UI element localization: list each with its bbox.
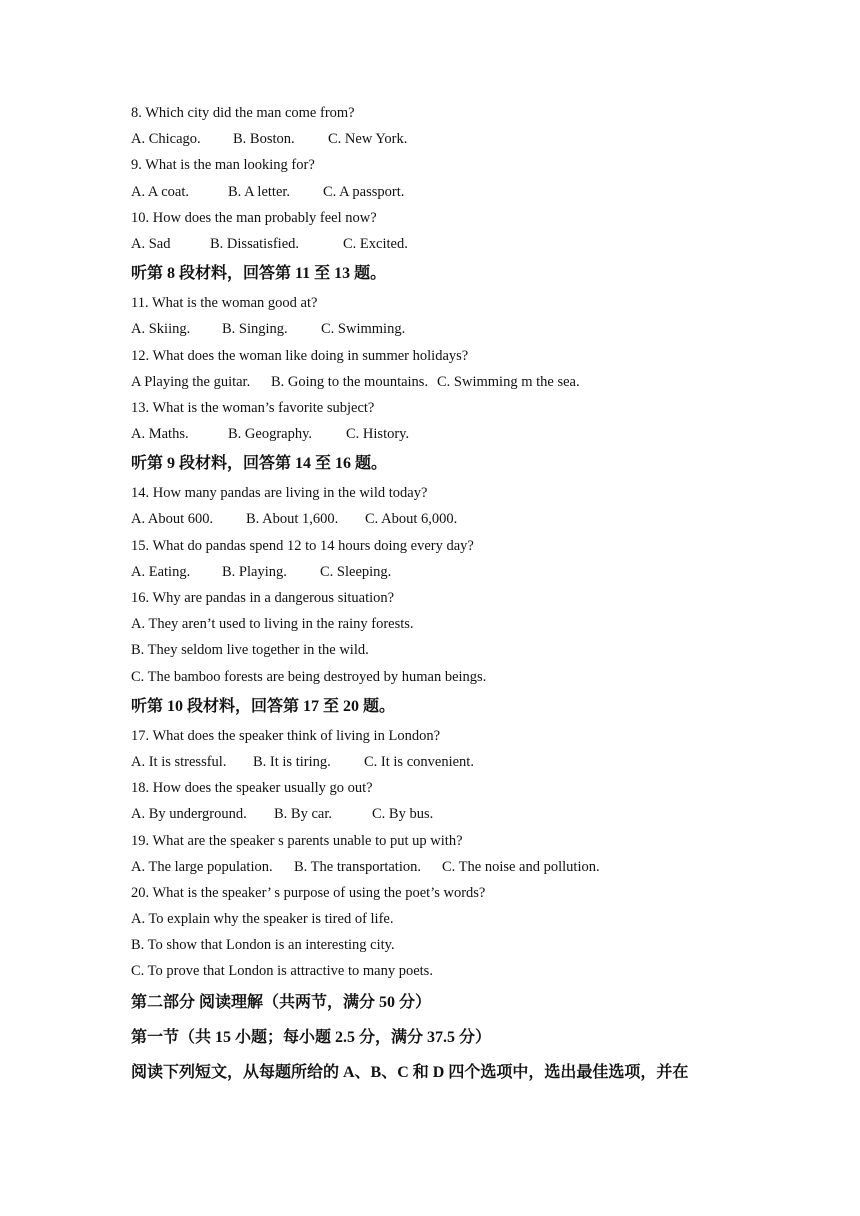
question-12-options xyxy=(131,369,771,395)
option-b: B. A letter. xyxy=(228,183,291,200)
exam-content xyxy=(131,100,771,1090)
option-c: C. It is convenient. xyxy=(364,753,474,770)
option-c: C. New York. xyxy=(328,131,408,148)
option-b: B. Singing. xyxy=(222,321,288,338)
option-b: B. Geography. xyxy=(228,426,313,443)
option-a: A. Maths. xyxy=(131,426,189,443)
option-a: A. Chicago. xyxy=(131,131,201,148)
option-c: C. Sleeping. xyxy=(320,563,392,580)
question-20-stem: 20. What is the speaker’ s purpose of using the poet’s words? xyxy=(131,884,486,901)
section-8-heading: 听第 8 段材料，回答第 11 至 13 题。 xyxy=(131,265,387,283)
option-c: C. Swimming. xyxy=(321,321,406,338)
question-16-option-b: B. They seldom live together in the wild. xyxy=(131,642,369,659)
option-c: C. Swimming m the sea. xyxy=(437,373,580,390)
question-8-options xyxy=(131,126,771,152)
option-a: A. Sad xyxy=(131,235,171,252)
option-c: C. The noise and pollution. xyxy=(442,858,600,875)
option-a: A. The large population. xyxy=(131,858,273,875)
option-a: A. By underground. xyxy=(131,806,247,823)
option-b: B. Boston. xyxy=(233,131,295,148)
question-19-stem: 19. What are the speaker s parents unable to put up with? xyxy=(131,832,463,849)
option-a: A. It is stressful. xyxy=(131,753,227,770)
question-9-options xyxy=(131,179,771,205)
option-c: C. History. xyxy=(346,426,410,443)
question-17-stem: 17. What does the speaker think of living in London? xyxy=(131,727,441,744)
question-10-stem: 10. How does the man probably feel now? xyxy=(131,209,377,226)
option-a: A. A coat. xyxy=(131,183,189,200)
question-11-options xyxy=(131,316,771,342)
section-9-heading: 听第 9 段材料，回答第 14 至 16 题。 xyxy=(131,455,388,473)
question-18-options xyxy=(131,801,771,827)
question-19-options xyxy=(131,854,771,880)
question-14-options xyxy=(131,506,771,532)
question-16-stem: 16. Why are pandas in a dangerous situation? xyxy=(131,590,395,606)
option-b: B. Dissatisfied. xyxy=(210,235,300,252)
question-20-option-b: B. To show that London is an interesting city. xyxy=(131,937,395,954)
option-c: C. By bus. xyxy=(372,806,434,823)
reading-instructions: 阅读下列短文，从每题所给的 A、B、C 和 D 四个选项中，选出最佳选项，并在 xyxy=(131,1063,689,1081)
option-c: C. A passport. xyxy=(323,183,405,200)
question-13-stem: 13. What is the woman’s favorite subject? xyxy=(131,399,375,416)
question-12-stem: 12. What does the woman like doing in summer holidays? xyxy=(131,347,469,364)
question-9-stem: 9. What is the man looking for? xyxy=(131,157,315,174)
section-10-heading: 听第 10 段材料，回答第 17 至 20 题。 xyxy=(131,697,396,715)
option-c: C. Excited. xyxy=(343,235,408,252)
option-b: B. By car. xyxy=(274,806,332,823)
part-2-heading: 第二部分 阅读理解（共两节，满分 50 分） xyxy=(131,993,432,1011)
question-13-options xyxy=(131,421,771,447)
question-20-option-a: A. To explain why the speaker is tired of life. xyxy=(131,911,394,928)
question-16-option-a: A. They aren’t used to living in the rainy forests. xyxy=(131,616,414,633)
option-a: A. About 600. xyxy=(131,511,214,528)
option-b: B. Playing. xyxy=(222,563,287,580)
question-15-stem: 15. What do pandas spend 12 to 14 hours doing every day? xyxy=(131,537,474,554)
option-a: A. Eating. xyxy=(131,563,191,580)
option-a: A Playing the guitar. xyxy=(131,373,251,390)
question-8-stem: 8. Which city did the man come from? xyxy=(131,105,355,121)
question-20-option-c: C. To prove that London is attractive to many poets. xyxy=(131,963,433,980)
option-b: B. The transportation. xyxy=(294,858,421,875)
part-2-section-1-heading: 第一节（共 15 小题；每小题 2.5 分，满分 37.5 分） xyxy=(131,1028,492,1046)
option-b: B. It is tiring. xyxy=(253,753,331,770)
option-b: B. About 1,600. xyxy=(246,511,339,528)
question-16-option-c: C. The bamboo forests are being destroyed by human beings. xyxy=(131,668,487,685)
question-11-stem: 11. What is the woman good at? xyxy=(131,295,318,312)
option-b: B. Going to the mountains. xyxy=(271,373,429,390)
option-a: A. Skiing. xyxy=(131,321,191,338)
option-c: C. About 6,000. xyxy=(365,511,458,528)
question-18-stem: 18. How does the speaker usually go out? xyxy=(131,780,373,797)
question-15-options xyxy=(131,559,771,585)
question-17-options xyxy=(131,749,771,775)
question-14-stem: 14. How many pandas are living in the wild today? xyxy=(131,485,428,502)
question-10-options xyxy=(131,231,771,257)
